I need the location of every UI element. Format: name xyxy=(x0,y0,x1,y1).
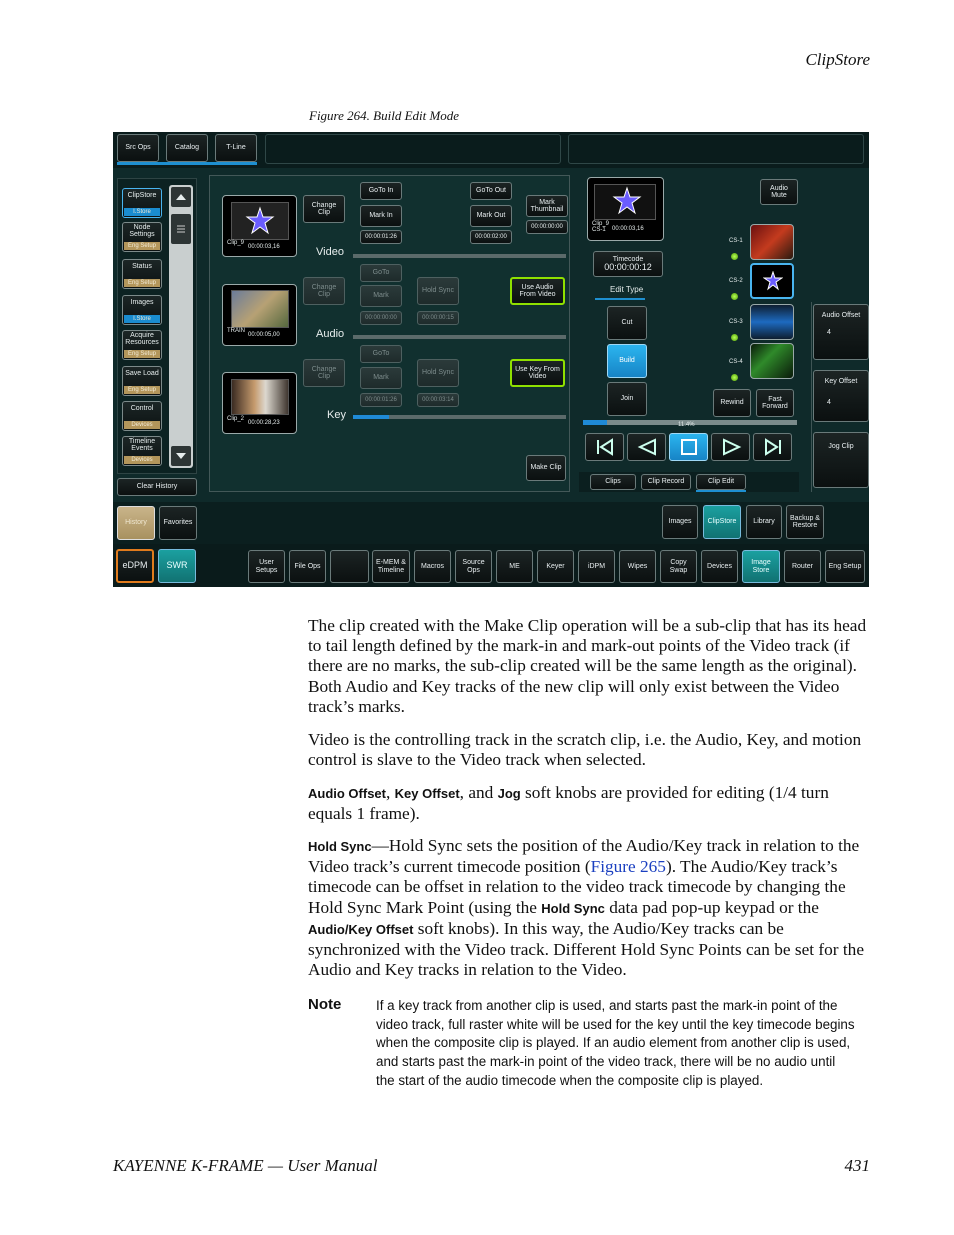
audio-thumbnail[interactable] xyxy=(222,284,297,346)
video-goto-out-button[interactable]: GoTo Out xyxy=(470,182,512,200)
thumbnail-tc[interactable]: 00:00:00:00 xyxy=(526,220,568,234)
key-thumbnail[interactable] xyxy=(222,372,297,434)
star-icon xyxy=(763,271,783,291)
build-edit-mode-screenshot xyxy=(113,132,869,587)
scroll-down-icon[interactable] xyxy=(171,446,191,466)
tab-src-ops[interactable]: Src Ops xyxy=(117,134,159,162)
mark-thumbnail-button[interactable]: Mark Thumbnail xyxy=(526,195,568,217)
skip-to-end-icon[interactable] xyxy=(753,433,792,461)
cs-1-label: CS-1 xyxy=(729,238,743,244)
clip-progress-fill xyxy=(583,420,607,425)
key-clip-name: Clip_2 xyxy=(227,416,245,422)
video-thumbnail[interactable] xyxy=(222,195,297,257)
menu-image-store[interactable]: Image Store xyxy=(742,550,780,583)
audio-clip-name: TRAIN xyxy=(227,328,245,334)
sidebar-item-status[interactable]: Status Eng Setup xyxy=(122,259,162,289)
tab-t-line[interactable]: T-Line xyxy=(215,134,257,162)
clear-history-button[interactable]: Clear History xyxy=(117,478,197,496)
audio-tc-2[interactable]: 00:00:00:15 xyxy=(417,311,459,325)
note-label: Note xyxy=(308,996,342,1013)
rewind-button[interactable]: Rewind xyxy=(713,389,751,417)
video-clip-tc: 00:00:03,16 xyxy=(248,244,280,250)
figure-265-link[interactable]: Figure 265 xyxy=(590,857,666,877)
clip-progress-label: 11.4% xyxy=(678,422,695,428)
key-clip-tc: 00:00:28,23 xyxy=(248,420,280,426)
cs-2-led xyxy=(731,293,738,300)
video-mark-in-button[interactable]: Mark In xyxy=(360,205,402,227)
menu-source-ops[interactable]: Source Ops xyxy=(455,550,492,583)
sidebar-item-node-settings[interactable]: Node Settings Eng Setup xyxy=(122,222,162,252)
audio-goto-button[interactable]: GoTo xyxy=(360,264,402,282)
menu-copy-swap[interactable]: Copy Swap xyxy=(660,550,697,583)
cs-1-thumbnail[interactable] xyxy=(750,224,794,260)
paragraph-soft-knobs: Audio Offset, Key Offset, and Jog soft knobs are provided for editing (1/4 turn equals 1 frame). xyxy=(308,783,829,824)
key-progress-fill xyxy=(353,415,389,419)
sidebar-item-acquire-resources[interactable]: Acquire Resources Eng Setup xyxy=(122,330,162,360)
key-tc-1[interactable]: 00:00:01:26 xyxy=(360,393,402,407)
sidebar-item-images[interactable]: Images I.Store xyxy=(122,295,162,325)
key-change-clip-button[interactable]: Change Clip xyxy=(303,359,345,387)
build-button[interactable]: Build xyxy=(607,344,647,378)
video-mark-out-button[interactable]: Mark Out xyxy=(470,205,512,227)
fast-forward-button[interactable]: Fast Forward xyxy=(756,389,794,417)
tab-catalog[interactable]: Catalog xyxy=(166,134,208,162)
paragraph-video-controlling: Video is the controlling track in the scratch clip, i.e. the Audio, Key, and motion control is slave to the Video track when selected. xyxy=(308,730,862,770)
menu-macros[interactable]: Macros xyxy=(414,550,451,583)
history-button[interactable]: History xyxy=(117,506,155,540)
footer-manual-title: KAYENNE K-FRAME — User Manual xyxy=(113,1156,378,1175)
menu-file-ops[interactable]: File Ops xyxy=(289,550,326,583)
cs-3-label: CS-3 xyxy=(729,319,743,325)
audio-track-label: Audio xyxy=(316,328,345,340)
cs-3-led xyxy=(731,334,738,341)
skip-to-start-icon[interactable] xyxy=(585,433,624,461)
cs-4-label: CS-4 xyxy=(729,359,743,365)
note-text: If a key track from another clip is used, and starts past the mark-in point of the video track, full raster white will be used for the key until the key timecode begins when the composite clip is played. If an audio element from another clip is used, and starts past the mark-in point of the video track, there will be no audio until the start of the audio timecode when the composite clip is played. xyxy=(376,998,855,1088)
paragraph-make-clip: The clip created with the Make Clip operation will be a sub-clip that has its head to tail length defined by the mark-in and mark-out points of the Video track (if there are no marks, the sub-clip created will be the same length as the original). Both Audio and Key tracks of the new clip will only exist between the Video track’s marks. xyxy=(308,616,867,716)
menu-wipes[interactable]: Wipes xyxy=(619,550,656,583)
menu-router[interactable]: Router xyxy=(784,550,821,583)
tab-clip-record[interactable]: Clip Record xyxy=(641,474,691,490)
cs-1-led xyxy=(731,253,738,260)
menu-me[interactable]: ME xyxy=(496,550,533,583)
video-goto-in-button[interactable]: GoTo In xyxy=(360,182,402,200)
sidebar-item-clipstore[interactable]: ClipStore I.Store xyxy=(122,188,162,218)
key-goto-button[interactable]: GoTo xyxy=(360,345,402,363)
key-mark-button[interactable]: Mark xyxy=(360,367,402,389)
cs-4-led xyxy=(731,374,738,381)
video-change-clip-button[interactable]: Change Clip xyxy=(303,195,345,223)
tab-clip-edit[interactable]: Clip Edit xyxy=(696,474,746,490)
key-hold-sync-button[interactable]: Hold Sync xyxy=(417,359,459,387)
preview-clip-tc: 00:00:03,16 xyxy=(612,226,644,232)
audio-clip-tc: 00:00:05,00 xyxy=(248,332,280,338)
page-number: 431 xyxy=(844,1156,870,1175)
play-icon[interactable] xyxy=(711,433,750,461)
menu-devices[interactable]: Devices xyxy=(701,550,738,583)
video-out-tc[interactable]: 00:00:02:00 xyxy=(470,230,512,244)
menu-emem-timeline[interactable]: E-MEM & Timeline xyxy=(372,550,410,583)
make-clip-button[interactable]: Make Clip xyxy=(526,455,566,481)
key-track-label: Key xyxy=(327,409,346,421)
use-key-from-video-button[interactable]: Use Key From Video xyxy=(510,359,565,387)
menu-blank[interactable] xyxy=(330,550,369,583)
cs-2-label: CS-2 xyxy=(729,278,743,284)
sidebar-item-save-load[interactable]: Save Load Eng Setup xyxy=(122,366,162,396)
use-audio-from-video-button[interactable]: Use Audio From Video xyxy=(510,277,565,305)
menu-eng-setup[interactable]: Eng Setup xyxy=(825,550,865,583)
audio-offset-value: 4 xyxy=(827,329,831,337)
tab-backup-restore[interactable]: Backup & Restore xyxy=(786,505,824,539)
video-track-label: Video xyxy=(316,246,344,258)
cut-button[interactable]: Cut xyxy=(607,306,647,340)
audio-mark-button[interactable]: Mark xyxy=(360,285,402,307)
scroll-handle-icon[interactable] xyxy=(171,214,191,244)
paragraph-hold-sync: Hold Sync—Hold Sync sets the position of the Audio/Key track in relation to the Video track’s current timecode position (Figure 265). The Audio/Key track’s timecode can be offset in relation to the video track timecode by changing the Hold Sync Mark Point (using the Hold Sync data pad pop-up keypad or the Audio/Key Offset soft knobs). In this way, the Audio/Key tracks can be synchronized with the Video track. Different Hold Sync Points can be set for the Audio and Key tracks in relation to the Video. xyxy=(308,836,864,980)
tab-clips[interactable]: Clips xyxy=(590,474,636,490)
star-icon xyxy=(245,206,275,236)
key-offset-knob[interactable]: Key Offset 4 xyxy=(813,370,869,422)
star-icon xyxy=(612,186,642,216)
sidebar-item-timeline-events[interactable]: Timeline Events Devices xyxy=(122,436,162,466)
edpm-button[interactable]: eDPM xyxy=(116,549,154,583)
play-reverse-icon[interactable] xyxy=(627,433,666,461)
key-tc-2[interactable]: 00:00:03:14 xyxy=(417,393,459,407)
tab-images[interactable]: Images xyxy=(662,505,698,539)
cs-3-thumbnail[interactable] xyxy=(750,304,794,340)
audio-hold-sync-button[interactable]: Hold Sync xyxy=(417,277,459,305)
join-button[interactable]: Join xyxy=(607,382,647,416)
key-offset-value: 4 xyxy=(827,399,831,407)
menu-keyer[interactable]: Keyer xyxy=(537,550,574,583)
audio-change-clip-button[interactable]: Change Clip xyxy=(303,277,345,305)
timecode-display[interactable]: Timecode 00:00:00:12 xyxy=(593,251,663,277)
figure-caption: Figure 264. Build Edit Mode xyxy=(309,108,460,123)
menu-idpm[interactable]: iDPM xyxy=(578,550,615,583)
cs-2-thumbnail[interactable] xyxy=(750,263,794,299)
video-in-tc[interactable]: 00:00:01:26 xyxy=(360,230,402,244)
video-clip-name: Clip_9 xyxy=(227,240,245,246)
preview-clip-name: Clip_9 CS-1 xyxy=(592,221,610,233)
menu-user-setups[interactable]: User Setups xyxy=(248,550,285,583)
swr-button[interactable]: SWR xyxy=(158,549,196,583)
sidebar-item-control[interactable]: Control Devices xyxy=(122,401,162,431)
scroll-up-icon[interactable] xyxy=(171,187,191,207)
jog-clip-knob[interactable]: Jog Clip xyxy=(813,432,869,488)
top-field-left xyxy=(265,134,561,164)
cs-4-thumbnail[interactable] xyxy=(750,343,794,379)
top-field-right xyxy=(568,134,864,164)
favorites-button[interactable]: Favorites xyxy=(159,506,197,540)
stop-icon[interactable] xyxy=(669,433,708,461)
tab-library[interactable]: Library xyxy=(746,505,782,539)
tab-clipstore[interactable]: ClipStore xyxy=(703,505,741,539)
audio-mute-button[interactable]: Audio Mute xyxy=(760,179,798,205)
audio-tc-1[interactable]: 00:00:00:00 xyxy=(360,311,402,325)
preview-thumbnail xyxy=(587,177,664,241)
edit-type-label: Edit Type xyxy=(610,285,644,294)
audio-offset-knob[interactable]: Audio Offset 4 xyxy=(813,304,869,360)
running-header: ClipStore xyxy=(805,50,870,69)
